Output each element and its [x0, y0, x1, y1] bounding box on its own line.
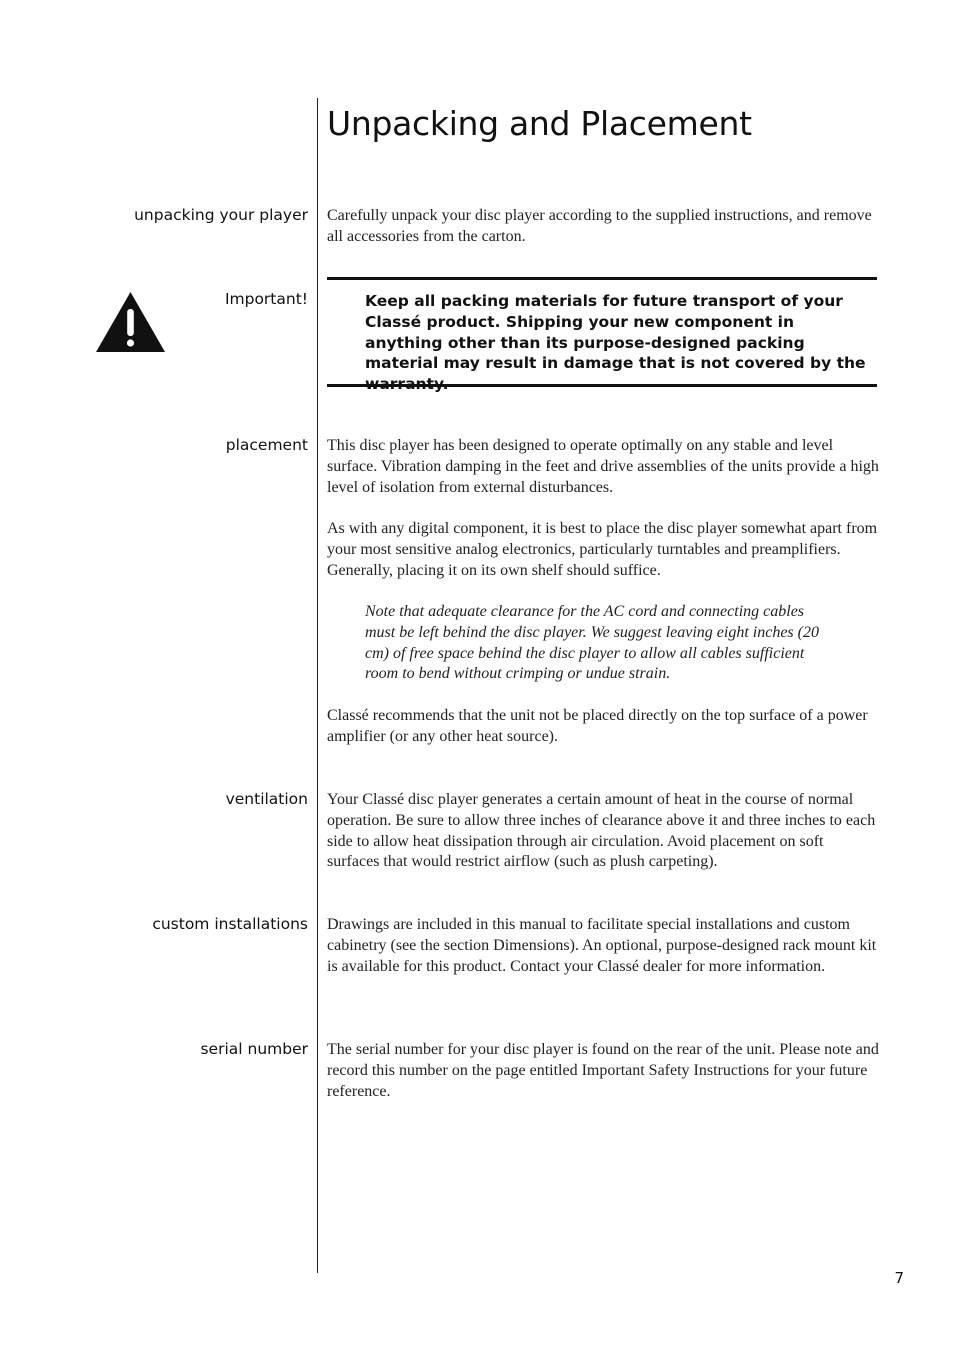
heading-placement: placement	[225, 436, 308, 454]
custom-installations-text: Drawings are included in this manual to facilitate special installations and custom cabinetry (see the section Dimensions). An optional, purpose-designed rack mount kit is available for this product. Contact your Classé dealer for more information.	[327, 916, 877, 975]
heading-ventilation: ventilation	[225, 790, 308, 808]
placement-note: Note that adequate clearance for the AC cord and connecting cables must be left behind the disc player. We suggest leaving eight inches (20 cm) of free space behind the disc player to allow all cables sufficient room to bend without crimping or undue strain.	[365, 603, 819, 683]
placement-paragraph-2: As with any digital component, it is best to place the disc player somewhat apart from your most sensitive analog electronics, particularly turntables and preamplifiers. Generally, placing it on its own shelf should suffice.	[327, 520, 878, 579]
page-title: Unpacking and Placement	[327, 104, 752, 143]
ventilation-text: Your Classé disc player generates a certain amount of heat in the course of normal operation. Be sure to allow three inches of clearance above it and three inches to each side to allow heat dissipation through air circulation. Avoid placement on soft surfaces that would restrict airflow (such as plush carpeting).	[327, 791, 876, 871]
heading-serial-number: serial number	[200, 1040, 308, 1058]
placement-paragraph-1: This disc player has been designed to operate optimally on any stable and level surface. Vibration damping in the feet and drive assemblies of the units provide a high level of isolation from external disturbances.	[327, 437, 879, 496]
warning-triangle-icon	[96, 292, 165, 352]
important-label: Important!	[224, 290, 308, 308]
serial-number-text: The serial number for your disc player is found on the rear of the unit. Please note and record this number on the page entitled Important Safety Instructions for your future reference.	[327, 1041, 879, 1100]
heading-custom-installations: custom installations	[152, 915, 308, 933]
column-divider	[317, 98, 318, 1273]
important-notice	[327, 277, 877, 394]
placement-paragraph-3: Classé recommends that the unit not be placed directly on the top surface of a power amplifier (or any other heat source).	[327, 707, 868, 745]
page-number: 7	[894, 1269, 904, 1287]
unpacking-text: Carefully unpack your disc player according to the supplied instructions, and remove all accessories from the carton.	[327, 207, 872, 245]
heading-unpacking: unpacking your player	[134, 206, 308, 224]
important-text: Keep all packing materials for future transport of your Classé product. Shipping your new component in anything other than its purpose-designed packing material may result in damage that is not covered by the warranty.	[365, 292, 866, 394]
